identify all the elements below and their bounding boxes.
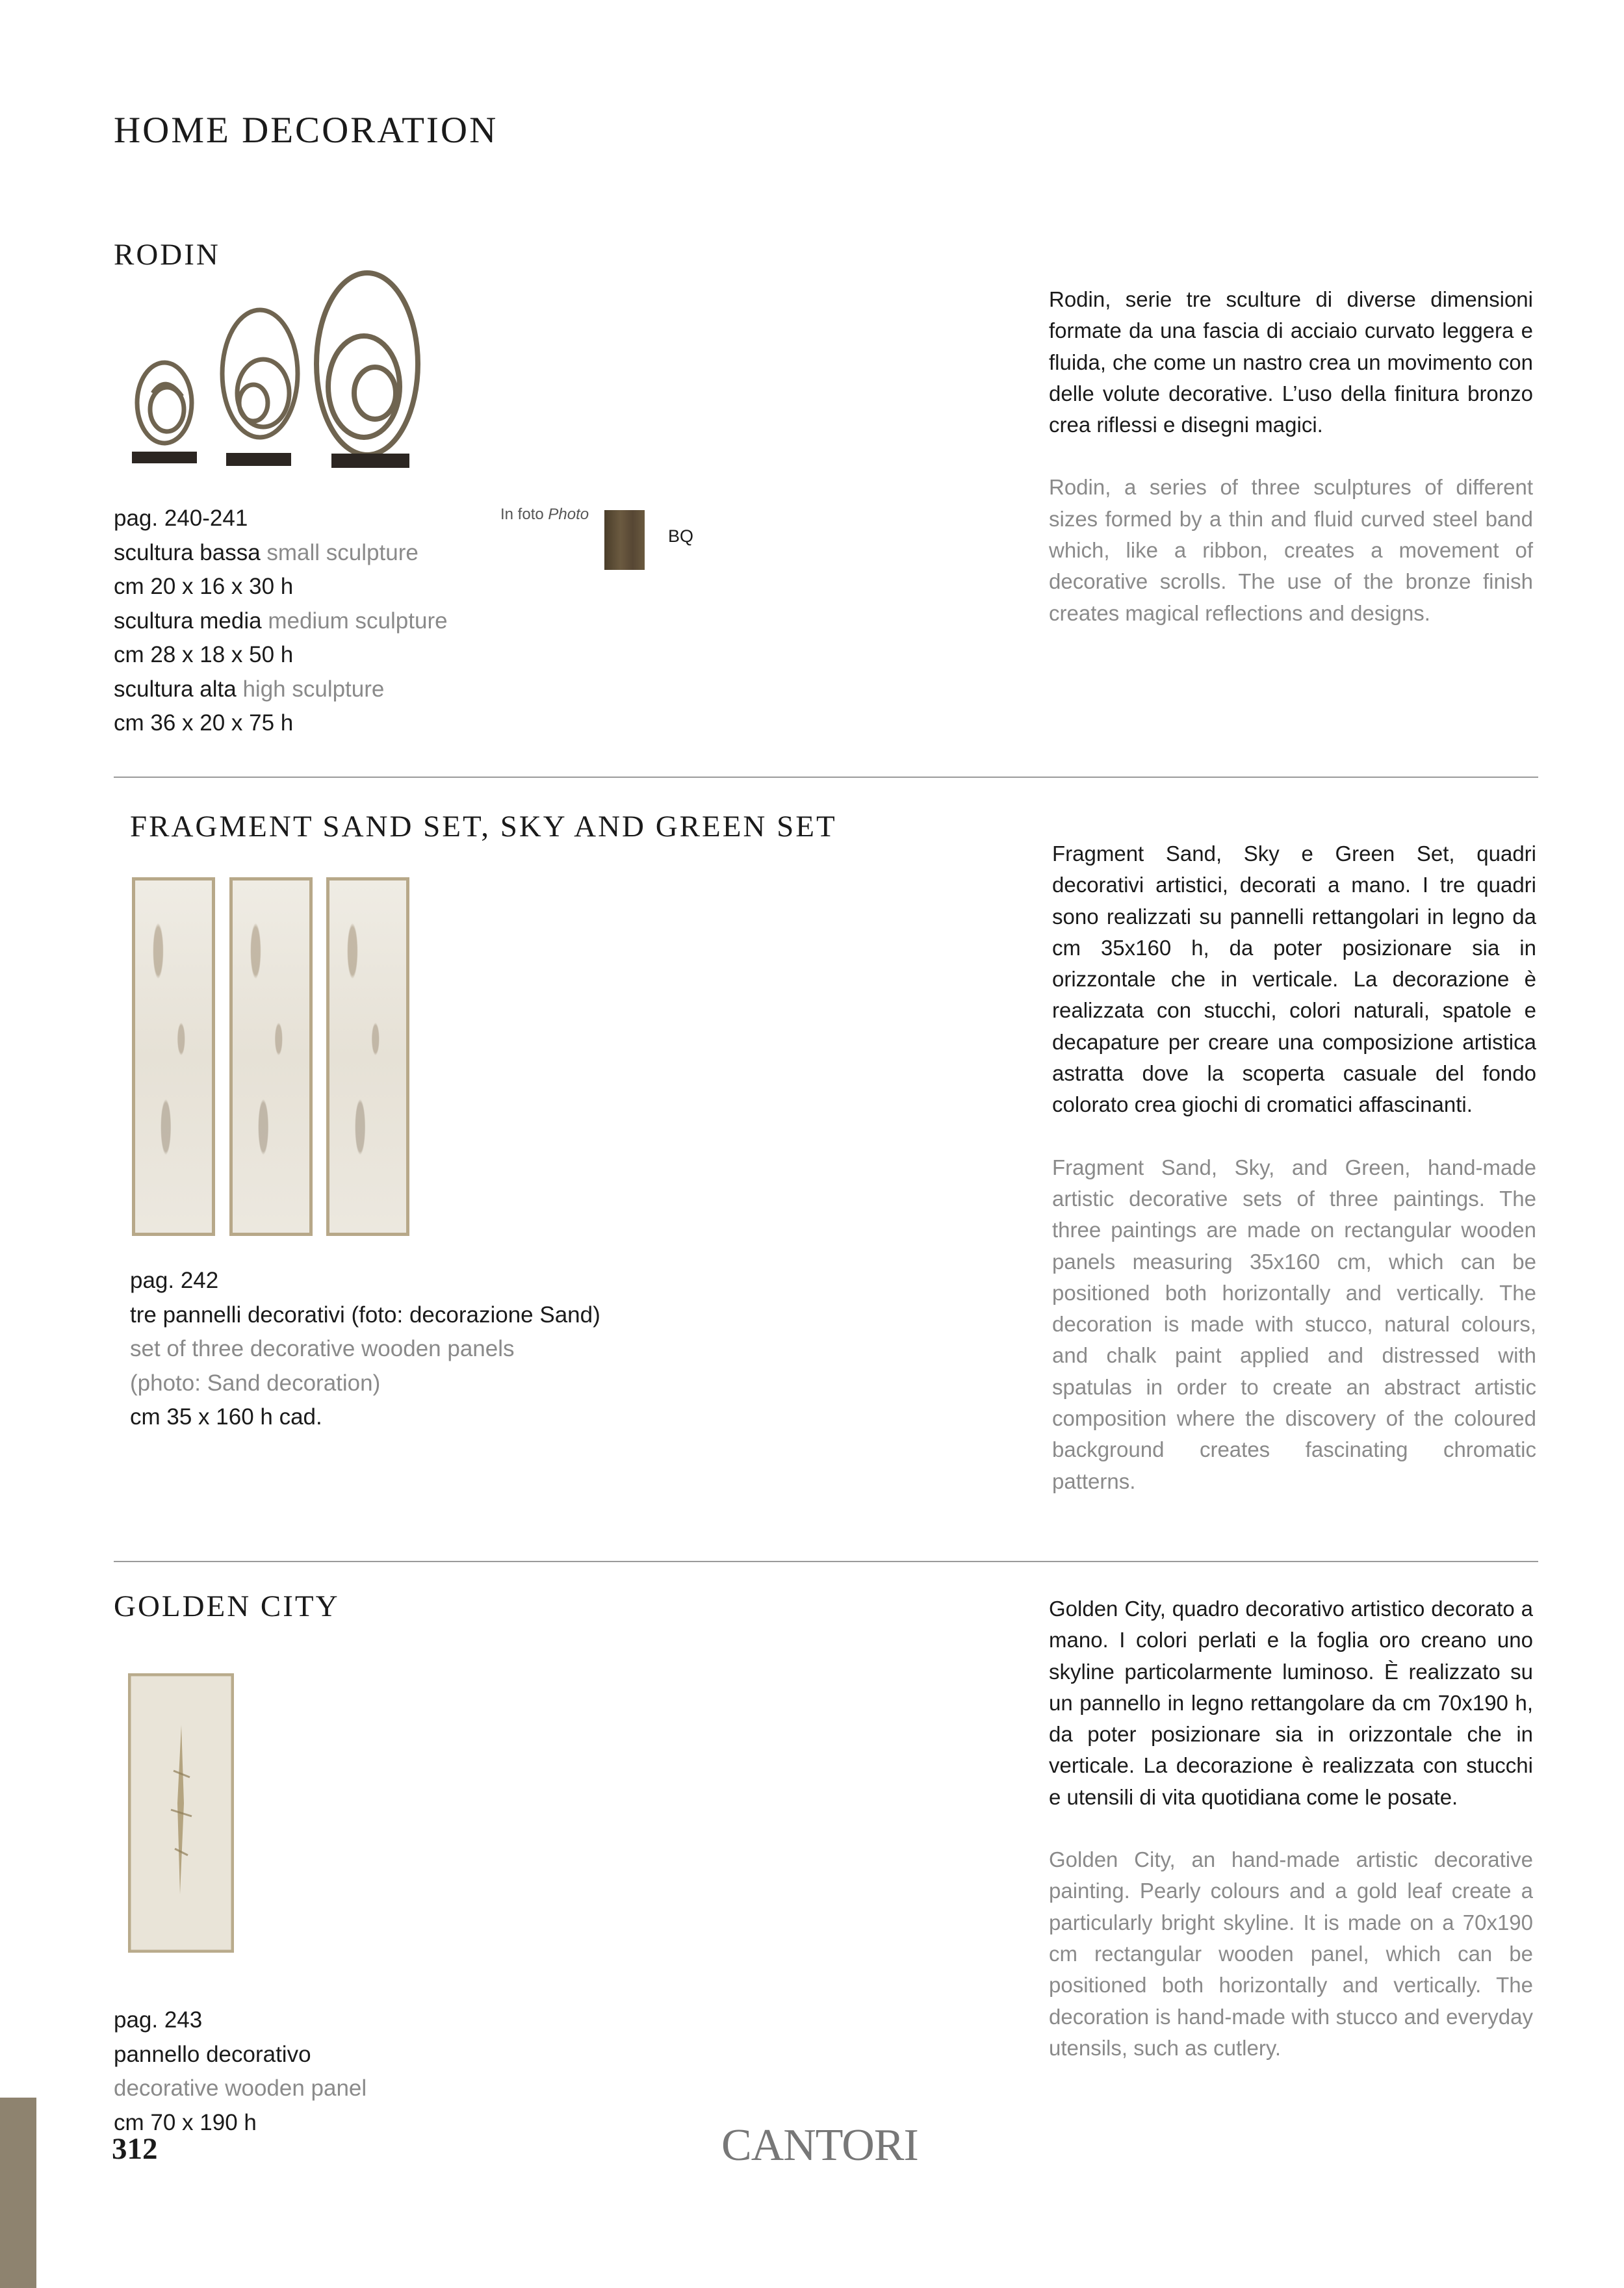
tall-sculpture-base [331, 454, 409, 468]
section-divider [114, 1561, 1538, 1562]
fragment-description-en: Fragment Sand, Sky, and Green, hand-made artistic decorative sets of three paintings. The three paintings are made on rectangular wooden panels measuring 35x160 cm, which can be positioned both horizontally and vertically. The decoration is made with stucco, natural colours, and chalk paint applied and distressed with spatulas in order to create an abstract artistic composition where the discovery of the coloured background creates fascinating chromatic patterns. [1052, 1155, 1536, 1493]
rodin-sculptures-image [120, 263, 458, 478]
fragment-specs [130, 1264, 600, 1435]
rodin-spec-line: scultura media medium sculpture [114, 608, 448, 634]
golden-city-title: GOLDEN CITY [114, 1589, 340, 1623]
small-sculpture [137, 363, 192, 443]
rodin-spec-line: scultura bassa small sculpture [114, 539, 419, 565]
fragment-spec-line: pag. 242 [130, 1268, 219, 1293]
fragment-spec-line: (photo: Sand decoration) [130, 1370, 381, 1396]
rodin-spec-line: cm 36 x 20 x 75 h [114, 710, 294, 736]
rodin-specs [114, 502, 448, 741]
tall-sculpture [316, 273, 418, 455]
rodin-spec-line: cm 28 x 18 x 50 h [114, 642, 294, 667]
rodin-description-en: Rodin, a series of three sculptures of different sizes formed by a thin and fluid curved steel band which, like a ribbon, creates a movement of decorative scrolls. The use of the bronze finish creates magical reflections and designs. [1049, 475, 1533, 625]
medium-sculpture [222, 310, 298, 437]
rodin-spec-line: pag. 240-241 [114, 506, 248, 531]
rodin-in-foto-label: In foto Photo [500, 506, 589, 523]
golden-city-description-en: Golden City, an hand-made artistic decorative painting. Pearly colours and a gold leaf create a particularly bright skyline. It is made on a 70x190 cm rectangular wooden panel, which can be positioned both horizontally and vertically. The decoration is hand-made with stucco and everyday utensils, such as cutlery. [1049, 1847, 1533, 2060]
fragment-spec-line: cm 35 x 160 h cad. [130, 1404, 322, 1430]
fragment-panel-1 [132, 877, 215, 1236]
bronze-finish-swatch [604, 510, 645, 570]
rodin-title: RODIN [114, 238, 220, 272]
golden-city-specs [114, 2003, 367, 2140]
side-tab [0, 2098, 36, 2288]
golden-city-description-it: Golden City, quadro decorativo artistico decorato a mano. I colori perlati e la foglia oro creano uno skyline particolarmente luminoso. È realizzato su un pannello in legno rettangolare da cm 70x190 h, da poter posizionare sia in orizzontale che in verticale. La decorazione è realizzata con stucchi e utensili di vita quotidiana come le posate. [1049, 1597, 1533, 1809]
small-sculpture-base [132, 452, 197, 463]
page-number: 312 [112, 2132, 158, 2166]
golden-city-description [1049, 1593, 1533, 2064]
section-divider [114, 777, 1538, 778]
golden-spec-line: pannello decorativo [114, 2041, 311, 2067]
golden-spec-line: pag. 243 [114, 2007, 203, 2033]
fragment-spec-line: set of three decorative wooden panels [130, 1336, 515, 1361]
finish-code: BQ [668, 526, 694, 546]
fragment-description [1052, 838, 1536, 1497]
fragment-title: FRAGMENT SAND SET, SKY AND GREEN SET [130, 810, 837, 843]
rodin-description-it: Rodin, serie tre sculture di diverse dimensioni formate da una fascia di acciaio curvato leggera e fluida, che come un nastro crea un movimento con delle volute decorative. L’uso della finitura bronzo crea riflessi e disegni magici. [1049, 287, 1533, 437]
golden-spec-line: decorative wooden panel [114, 2076, 367, 2101]
fragment-panel-2 [229, 877, 313, 1236]
rodin-description [1049, 284, 1533, 629]
rodin-spec-line: cm 20 x 16 x 30 h [114, 574, 294, 599]
brand-logo: CANTORI [721, 2120, 918, 2170]
fragment-spec-line: tre pannelli decorativi (foto: decorazione Sand) [130, 1302, 600, 1328]
golden-city-panel-image [128, 1673, 234, 1953]
fragment-description-it: Fragment Sand, Sky e Green Set, quadri decorativi artistici, decorati a mano. I tre quadri sono realizzati su pannelli rettangolari in legno da cm 35x160 h, da poter posizionare sia in orizzontale che in verticale. La decorazione è realizzata con stucchi, colori naturali, spatole e decapature per creare una composizione artistica astratta dove la scoperta casuale del fondo colorato crea giochi di cromatici affascinanti. [1052, 842, 1536, 1117]
page-title: HOME DECORATION [114, 110, 498, 151]
medium-sculpture-base [226, 453, 291, 466]
fragment-panel-3 [326, 877, 409, 1236]
golden-spec-line: cm 70 x 190 h [114, 2109, 257, 2135]
rodin-spec-line: scultura alta high sculpture [114, 676, 385, 702]
